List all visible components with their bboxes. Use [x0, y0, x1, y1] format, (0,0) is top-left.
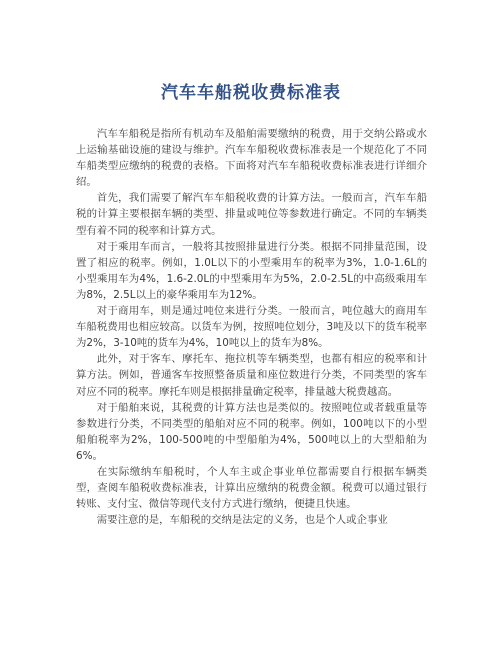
- document-body: [76, 126, 427, 528]
- paragraph-intro: 汽车车船税是指所有机动车及船舶需要缴纳的税费，用于交纳公路或水上运输基础设施的建设与维护。汽车车船税收费标准表是一个规范化了不同车船类型应缴纳的税费的表格。下面将对汽车车船税收费标准表进行详细介绍。: [76, 128, 427, 189]
- paragraph-passenger-cars: 对于乘用车而言，一般将其按照排量进行分类。根据不同排量范围，设置了相应的税率。例如，1.0L以下的小型乘用车的税率为3%，1.0-1.6L的小型乘用车为4%，1.6-2.0L的中型乘用车为5%，2.0-2.5L的中高级乘用车为8%，2.5L以上的豪华乘用车为12%。: [76, 240, 427, 301]
- paragraph-payment: 在实际缴纳车船税时，个人车主或企事业单位都需要自行根据车辆类型，查阅车船税收费标准表，计算出应缴纳的税费金额。税费可以通过银行转账、支付宝、微信等现代支付方式进行缴纳，便捷且快速。: [76, 465, 427, 511]
- paragraph-notice: 需要注意的是，车船税的交纳是法定的义务，也是个人或企事业: [96, 514, 388, 527]
- paragraph-other-vehicles: 此外，对于客车、摩托车、拖拉机等车辆类型，也都有相应的税率和计算方法。例如，普通客车按照整备质量和座位数进行分类，不同类型的客车对应不同的税率。摩托车则是根据排量确定税率，排量越大税费越高。: [76, 353, 427, 398]
- paragraph-commercial-vehicles: 对于商用车，则是通过吨位来进行分类。一般而言，吨位越大的商用车车船税费用也相应较高。以货车为例，按照吨位划分，3吨及以下的货车税率为2%，3-10吨的货车为4%，10吨以上的货车为8%。: [76, 305, 427, 350]
- paragraph-calculation-method: 首先，我们需要了解汽车车船税收费的计算方法。一般而言，汽车车船税的计算主要根据车辆的类型、排量或吨位等参数进行确定。不同的车辆类型有着不同的税率和计算方式。: [76, 192, 427, 237]
- paragraph-vessels: 对于船舶来说，其税费的计算方法也是类似的。按照吨位或者载重量等参数进行分类，不同类型的船舶对应不同的税率。例如，100吨以下的小型船舶税率为2%，100-500吨的中型船舶为4%，500吨以上的大型船舶为6%。: [76, 401, 427, 462]
- document-title: 汽车车船税收费标准表: [161, 83, 341, 103]
